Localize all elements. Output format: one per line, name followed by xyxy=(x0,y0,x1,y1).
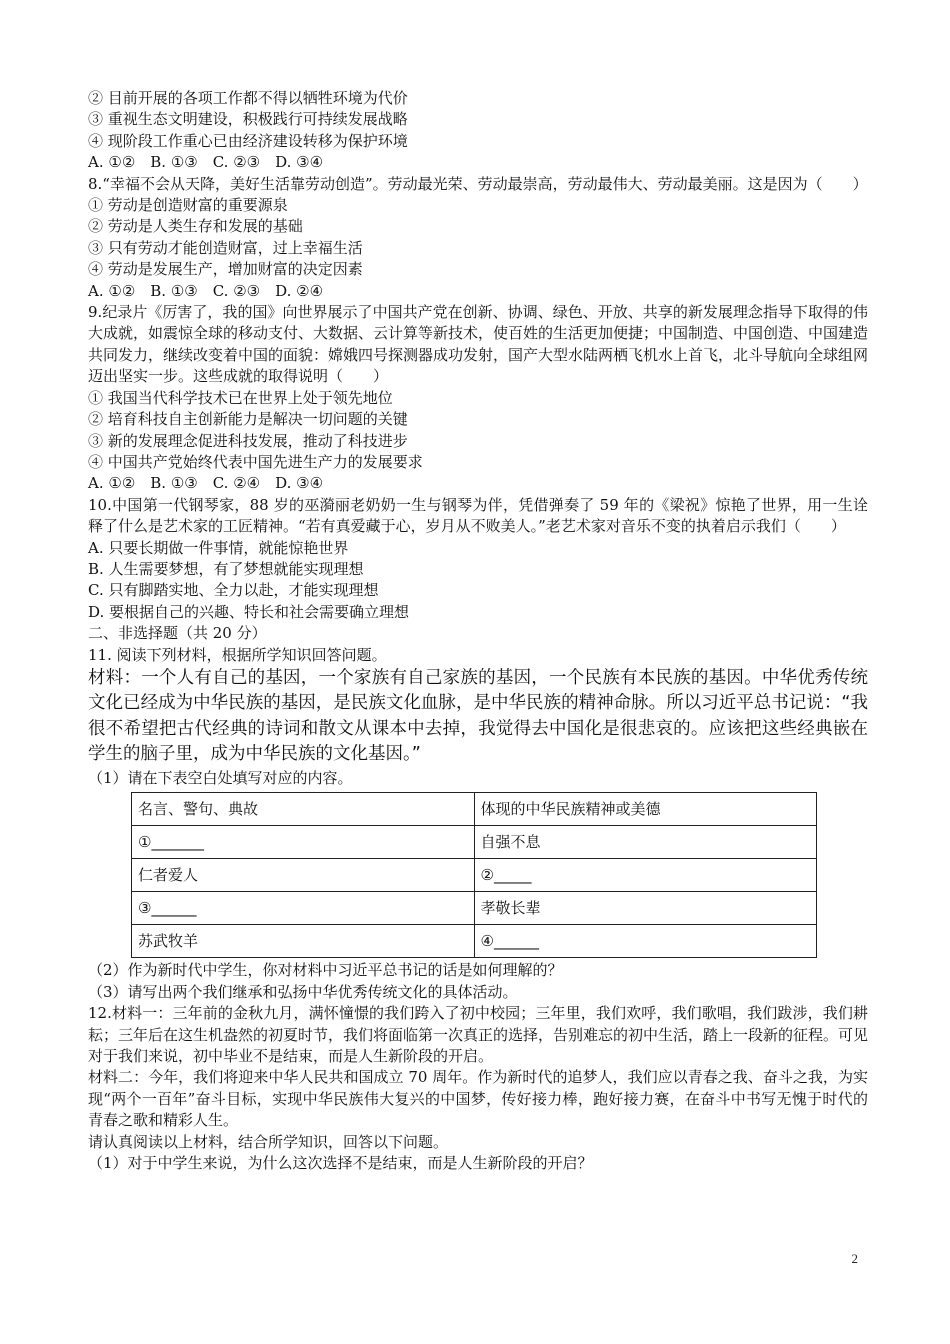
table-row xyxy=(132,826,817,859)
q7-option: ② 目前开展的各项工作都不得以牺牲环境为代价 xyxy=(88,89,408,107)
q10-stem: 10.中国第一代钢琴家，88 岁的巫漪丽老奶奶一生与钢琴为伴，凭借弹奏了 59 年的《梁祝》惊艳了世界，用一生诠释了什么是艺术家的工匠精神。“若有真爱藏于心，岁月从不败美人。”老艺术家对音乐不变的执着启示我们（ ） xyxy=(88,495,868,536)
table-header-row xyxy=(132,793,817,826)
q8-option: ② 劳动是人类生存和发展的基础 xyxy=(88,217,303,236)
q11-sub1: （1）请在下表空白处填写对应的内容。 xyxy=(88,768,353,787)
q8-answer-choices: A. ①② B. ①③ C. ②③ D. ②④ xyxy=(88,281,324,300)
table-cell: 孝敬长辈 xyxy=(474,892,817,925)
q9-answer-choices: A. ①② B. ①③ C. ②④ D. ③④ xyxy=(88,474,324,493)
table-cell: ③______ xyxy=(132,892,475,925)
fill-in-table xyxy=(131,792,817,958)
q12-material-2: 材料二：今年，我们将迎来中华人民共和国成立 70 周年。作为新时代的追梦人，我们应以青春之我、奋斗之我，为实现“两个一百年”奋斗目标，实现中华民族伟大复兴的中国梦，传好接力棒，跑好接力赛，在奋斗中书写无愧于时代的青春之歌和精彩人生。 xyxy=(88,1068,868,1130)
table-header-cell: 名言、警句、典故 xyxy=(132,793,475,826)
document-page xyxy=(88,88,868,1174)
table-row xyxy=(132,859,817,892)
table-row xyxy=(132,925,817,958)
q8-option: ③ 只有劳动才能创造财富，过上幸福生活 xyxy=(88,238,363,257)
table-cell: ④______ xyxy=(474,925,817,958)
q11-material: 材料：一个人有自己的基因，一个家族有自己家族的基因，一个民族有本民族的基因。中华优秀传统文化已经成为中华民族的基因，是民族文化血脉，是中华民族的精神命脉。所以习近平总书记说：“我很不希望把古代经典的诗词和散文从课本中去掉，我觉得去中国化是很悲哀的。应该把这些经典嵌在学生的脑子里，成为中华民族的文化基因。” xyxy=(88,667,868,765)
q9-stem: 9.纪录片《厉害了，我的国》向世界展示了中国共产党在创新、协调、绿色、开放、共享的新发展理念指导下取得的伟大成就，如震惊全球的移动支付、大数据、云计算等新技术，使百姓的生活更加便捷；中国制造、中国创造、中国建造共同发力，继续改变着中国的面貌：嫦娥四号探测器成功发射，国产大型水陆两栖飞机水上首飞，北斗导航向全球组网迈出坚实一步。这些成就的取得说明（ ） xyxy=(88,303,869,386)
table-cell: 自强不息 xyxy=(474,826,817,859)
q11-sub2: （2）作为新时代中学生，你对材料中习近平总书记的话是如何理解的？ xyxy=(88,961,563,980)
q8-option: ④ 劳动是发展生产，增加财富的决定因素 xyxy=(88,260,363,279)
q9-option: ③ 新的发展理念促进科技发展，推动了科技进步 xyxy=(88,431,408,450)
q7-answer-choices: A. ①② B. ①③ C. ②③ D. ③④ xyxy=(88,153,324,172)
table-cell: 仁者爱人 xyxy=(132,859,475,892)
q10-option: C. 只有脚踏实地、全力以赴，才能实现理想 xyxy=(88,581,379,600)
q12-sub1: （1）对于中学生来说，为什么这次选择不是结束，而是人生新阶段的开启？ xyxy=(88,1154,593,1173)
q8-stem: 8.“幸福不会从天降，美好生活靠劳动创造”。劳动最光荣、劳动最崇高，劳动最伟大、劳动最美丽。这是因为（ ） xyxy=(88,174,868,193)
table-row xyxy=(132,892,817,925)
q9-option: ① 我国当代科学技术已在世界上处于领先地位 xyxy=(88,388,393,407)
q11-sub3: （3）请写出两个我们继承和弘扬中华优秀传统文化的具体活动。 xyxy=(88,982,518,1001)
q10-option: D. 要根据自己的兴趣、特长和社会需要确立理想 xyxy=(88,602,410,621)
section-title: 二、非选择题（共 20 分） xyxy=(88,624,267,643)
q9-option: ④ 中国共产党始终代表中国先进生产力的发展要求 xyxy=(88,452,423,471)
q12-material-1: 12.材料一：三年前的金秋九月，满怀憧憬的我们跨入了初中校园；三年里，我们欢呼，我们歌唱，我们跋涉，我们耕耘；三年后在这生机盎然的初夏时节，我们将面临第一次真正的选择，告别难忘的初中生活，踏上一段新的征程。可见对于我们来说，初中毕业不是结束，而是人生新阶段的开启。 xyxy=(88,1004,869,1065)
q10-option: A. 只要长期做一件事情，就能惊艳世界 xyxy=(88,538,349,557)
q11-stem: 11. 阅读下列材料，根据所学知识回答问题。 xyxy=(88,645,387,664)
table-cell: ②_____ xyxy=(474,859,817,892)
table-cell: ①_______ xyxy=(132,826,475,859)
q12-instruction: 请认真阅读以上材料，结合所学知识，回答以下问题。 xyxy=(88,1132,449,1151)
q10-option: B. 人生需要梦想，有了梦想就能实现理想 xyxy=(88,559,364,578)
q7-option: ③ 重视生态文明建设，积极践行可持续发展战略 xyxy=(88,110,408,129)
table-header-cell: 体现的中华民族精神或美德 xyxy=(474,793,817,826)
table-cell: 苏武牧羊 xyxy=(132,925,475,958)
page-number: 2 xyxy=(851,1251,858,1266)
q8-option: ① 劳动是创造财富的重要源泉 xyxy=(88,196,288,215)
q9-option: ② 培育科技自主创新能力是解决一切问题的关键 xyxy=(88,410,408,429)
q7-option: ④ 现阶段工作重心已由经济建设转移为保护环境 xyxy=(88,131,408,150)
